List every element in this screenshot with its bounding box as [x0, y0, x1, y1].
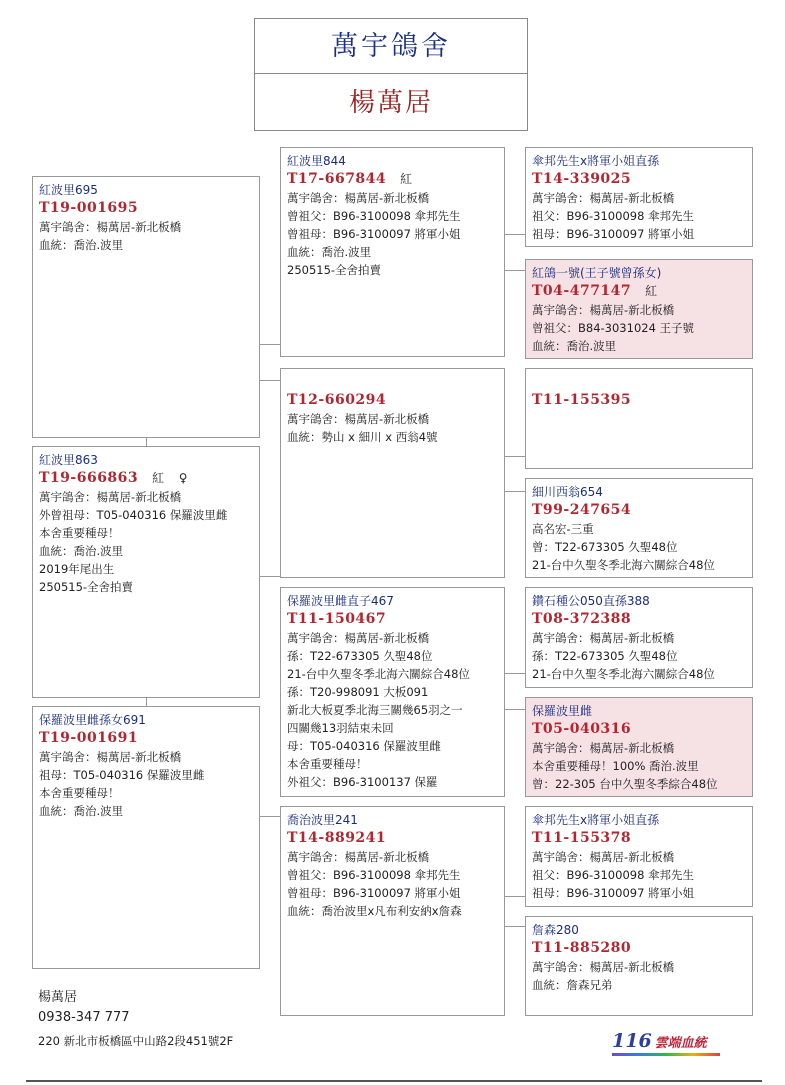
- great-grandparent-card: [525, 368, 753, 469]
- detail-line: 祖母：B96-3100097 將軍小姐: [532, 886, 695, 900]
- pigeon-name: 詹森280: [532, 923, 579, 937]
- pigeon-name: 傘邦先生x將軍小姐直孫: [532, 813, 660, 827]
- ring-number: T11-155395: [532, 392, 632, 408]
- detail-line: 21-台中久聖冬季北海六關綜合48位: [287, 667, 470, 681]
- ring-line: [287, 170, 498, 189]
- pigeon-name: 細川西翁654: [532, 485, 603, 499]
- pigeon-name: 保羅波里雌直子467: [287, 594, 394, 608]
- connector-line: [259, 380, 280, 381]
- connector-line: [504, 491, 525, 492]
- logo: [612, 1030, 707, 1052]
- detail-line: 血統：詹森兄弟: [532, 978, 613, 992]
- connector-line: [504, 926, 525, 927]
- pigeon-name: 鑽石種公050直孫388: [532, 594, 650, 608]
- detail-line: 250515-全舍拍賣: [39, 580, 134, 594]
- connector-line: [504, 456, 525, 457]
- detail-line: 外曾祖母：T05-040316 保羅波里雌: [39, 508, 228, 522]
- detail-line: 萬宇鴿舍：楊萬居-新北板橋: [532, 960, 675, 974]
- ring-number: T12-660294: [287, 392, 387, 408]
- ring-number: T14-339025: [532, 171, 632, 187]
- detail-line: 萬宇鴿舍：楊萬居-新北板橋: [39, 490, 182, 504]
- color-mark: 紅: [400, 172, 413, 186]
- logo-text: 雲端血統: [654, 1036, 707, 1051]
- ring-number: T05-040316: [532, 721, 632, 737]
- detail-line: 萬宇鴿舍：楊萬居-新北板橋: [532, 741, 675, 755]
- detail-line: 21-台中久聖冬季北海六關綜合48位: [532, 667, 715, 681]
- detail-line: 外祖父：B96-3100137 保羅: [287, 775, 438, 789]
- ring-number: T99-247654: [532, 502, 632, 518]
- connector-line: [504, 270, 525, 271]
- color-mark: 紅: [152, 471, 165, 485]
- ring-number: T11-885280: [532, 940, 632, 956]
- detail-line: 曾祖父：B96-3100098 傘邦先生: [287, 209, 461, 223]
- detail-line: 曾祖母：B96-3100097 將軍小姐: [287, 227, 461, 241]
- detail-line: 萬宇鴿舍：楊萬居-新北板橋: [287, 631, 430, 645]
- detail-line: 祖父：B96-3100098 傘邦先生: [532, 868, 695, 882]
- pigeon-name: 保羅波里雌孫女691: [39, 713, 146, 727]
- owner-title: 楊萬居: [254, 73, 528, 131]
- great-grandparent-card: [525, 806, 753, 907]
- detail-line: 萬宇鴿舍：楊萬居-新北板橋: [287, 412, 430, 426]
- grandparent-card: [280, 147, 505, 357]
- ring-number: T19-001691: [39, 730, 139, 746]
- subject-card: [32, 176, 260, 438]
- detail-line: 血統：喬治.波里: [39, 238, 124, 252]
- pigeon-name: [532, 373, 746, 391]
- detail-line: 祖母：T05-040316 保羅波里雌: [39, 768, 205, 782]
- ring-line: [532, 282, 746, 301]
- pigeon-name: 保羅波里雌: [532, 704, 593, 718]
- color-mark: 紅: [645, 284, 658, 298]
- detail-line: 曾祖父：B96-3100098 傘邦先生: [287, 868, 461, 882]
- detail-line: 曾祖父：B84-3031024 王子號: [532, 321, 695, 335]
- grandparent-card: [280, 368, 505, 578]
- connector-line: [504, 673, 525, 674]
- ring-number: T08-372388: [532, 611, 632, 627]
- connector-line: [504, 234, 525, 235]
- detail-line: 曾：22-305 台中久聖冬季綜合48位: [532, 777, 718, 791]
- grandparent-card: [280, 806, 505, 1016]
- ring-number: T19-666863: [39, 470, 139, 486]
- bottom-rule: [26, 1080, 762, 1082]
- detail-line: 孫：T20-998091 大板091: [287, 685, 429, 699]
- detail-line: 高名宏-三重: [532, 522, 594, 536]
- detail-line: 新北大板夏季北海三關幾65羽之一: [287, 703, 463, 717]
- detail-line: 萬宇鴿舍：楊萬居-新北板橋: [532, 303, 675, 317]
- connector-line: [504, 896, 525, 897]
- ring-number: T11-150467: [287, 611, 387, 627]
- connector-line: [259, 816, 280, 817]
- detail-line: 祖母：B96-3100097 將軍小姐: [532, 227, 695, 241]
- sire-card: [32, 446, 260, 698]
- detail-line: 本舍重要種母！: [39, 786, 120, 800]
- detail-line: 萬宇鴿舍：楊萬居-新北板橋: [287, 850, 430, 864]
- dam-card: [32, 706, 260, 969]
- pigeon-name: 紅波里844: [287, 154, 346, 168]
- detail-line: 萬宇鴿舍：楊萬居-新北板橋: [532, 191, 675, 205]
- great-grandparent-card: [525, 916, 753, 1016]
- detail-line: 血統：喬治波里x凡布利安納x詹森: [287, 904, 462, 918]
- detail-line: 萬宇鴿舍：楊萬居-新北板橋: [287, 191, 430, 205]
- great-grandparent-card: [525, 478, 753, 578]
- footer-phone: 0938-347 777: [38, 1010, 130, 1025]
- detail-line: 孫：T22-673305 久聖48位: [287, 649, 433, 663]
- connector-line: [259, 344, 280, 345]
- detail-line: 2019年尾出生: [39, 562, 115, 576]
- logo-number: 116: [612, 1030, 652, 1052]
- detail-line: 曾：T22-673305 久聖48位: [532, 540, 678, 554]
- detail-line: 四關幾13羽結束未回: [287, 721, 394, 735]
- great-grandparent-card: [525, 697, 753, 797]
- detail-line: 250515-全舍拍賣: [287, 263, 382, 277]
- ring-number: T17-667844: [287, 171, 387, 187]
- detail-line: 血統：喬治.波里: [287, 245, 372, 259]
- ring-number: T04-477147: [532, 283, 632, 299]
- detail-line: 血統：喬治.波里: [39, 804, 124, 818]
- pigeon-name: 傘邦先生x將軍小姐直孫: [532, 154, 660, 168]
- detail-line: 萬宇鴿舍：楊萬居-新北板橋: [39, 750, 182, 764]
- detail-line: 本舍重要種母！: [287, 757, 368, 771]
- detail-line: 祖父：B96-3100098 傘邦先生: [532, 209, 695, 223]
- connector-line: [146, 697, 147, 706]
- loft-title: 萬宇鴿舍: [254, 18, 528, 74]
- ring-line: [39, 469, 253, 488]
- detail-line: 萬宇鴿舍：楊萬居-新北板橋: [39, 220, 182, 234]
- detail-line: 本舍重要種母！: [39, 526, 120, 540]
- detail-line: 血統：喬治.波里: [532, 339, 617, 353]
- detail-line: 孫：T22-673305 久聖48位: [532, 649, 678, 663]
- detail-line: 萬宇鴿舍：楊萬居-新北板橋: [532, 850, 675, 864]
- great-grandparent-card: [525, 147, 753, 247]
- detail-line: 21-台中久聖冬季北海六關綜合48位: [532, 558, 715, 572]
- detail-line: 萬宇鴿舍：楊萬居-新北板橋: [532, 631, 675, 645]
- pigeon-name: 紅波里863: [39, 453, 98, 467]
- footer-address: 220 新北市板橋區中山路2段451號2F: [38, 1034, 234, 1048]
- detail-line: 曾祖母：B96-3100097 將軍小姐: [287, 886, 461, 900]
- connector-line: [504, 709, 525, 710]
- ring-number: T11-155378: [532, 830, 632, 846]
- ring-number: T19-001695: [39, 200, 139, 216]
- great-grandparent-card: [525, 259, 753, 359]
- connector-line: [259, 576, 280, 577]
- detail-line: 血統：喬治.波里: [39, 544, 124, 558]
- detail-line: 母：T05-040316 保羅波里雌: [287, 739, 441, 753]
- detail-line: 本舍重要種母！100% 喬治.波里: [532, 759, 699, 773]
- ring-number: T14-889241: [287, 830, 387, 846]
- grandparent-card: [280, 587, 505, 797]
- detail-line: 血統：勢山 x 細川 x 西翁4號: [287, 430, 438, 444]
- sex-icon: ♀: [178, 471, 188, 485]
- pigeon-name: 紅鴿一號(王子號曾孫女): [532, 266, 662, 280]
- pigeon-name: 喬治波里241: [287, 813, 358, 827]
- pigeon-name: 紅波里695: [39, 183, 98, 197]
- footer-owner: 楊萬居: [38, 990, 78, 1005]
- great-grandparent-card: [525, 587, 753, 688]
- pigeon-name: [287, 373, 498, 391]
- logo-bar: [612, 1053, 720, 1056]
